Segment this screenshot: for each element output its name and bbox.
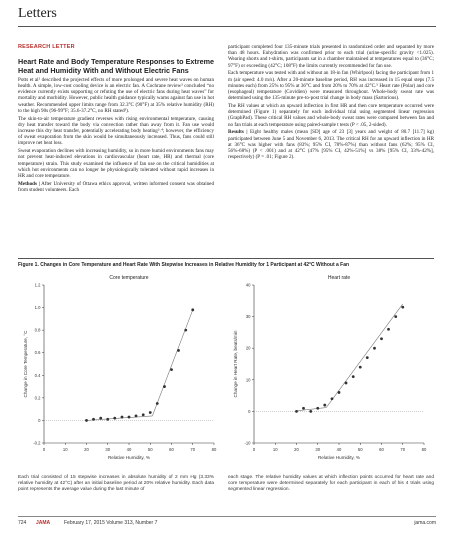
x-tick-label: 0 [252, 447, 256, 452]
data-point [331, 397, 334, 400]
y-tick-label: 10 [245, 377, 251, 383]
data-point [142, 413, 145, 416]
y-tick-label: 1.0 [34, 305, 41, 311]
x-tick-label: 50 [357, 447, 363, 452]
data-point [302, 407, 305, 410]
data-point [149, 411, 152, 414]
y-tick-label: 30 [245, 314, 251, 320]
right-column [228, 44, 434, 162]
y-axis-label: Change in Core Temperature, °C [23, 330, 28, 398]
data-point [373, 347, 376, 350]
x-tick-label: 20 [84, 447, 89, 452]
data-point [177, 349, 180, 352]
x-axis-label: Relative Humidity, % [107, 455, 151, 460]
figure-caption-left: Each trial consisted of 15 stepwise increases in absolute humidity of 2 mm Hg (3.33% relative humidity at 42°C) after an initial baseline period at 20% relative humidity. Each data point represents the average value during the last minute of [18, 475, 214, 492]
data-point [163, 385, 166, 388]
y-tick-label: 0 [248, 408, 251, 414]
fit-line [87, 416, 153, 421]
chart-title: Core temperature [109, 275, 149, 281]
data-point [156, 402, 159, 405]
footer-rule [18, 516, 436, 517]
x-tick-label: 10 [272, 447, 278, 452]
data-point [345, 382, 348, 385]
data-point [309, 410, 312, 413]
figure-1 [18, 258, 434, 499]
data-point [170, 368, 173, 371]
data-point [394, 315, 397, 318]
data-point [135, 415, 138, 418]
x-tick-label: 30 [315, 447, 321, 452]
data-point [121, 416, 124, 419]
methods-label: Methods | [18, 180, 40, 187]
x-tick-label: 10 [62, 447, 68, 452]
data-point [380, 337, 383, 340]
x-tick-label: 30 [105, 447, 111, 452]
figure-caption-right: each stage. The relative humidity values at which inflection points occurred for heart rate and core temperature were determined separately for each participant in each of his 4 trials using segmented linear regression. [228, 475, 434, 492]
data-point [99, 417, 102, 420]
journal-site: jama.com [414, 520, 436, 526]
chart-title: Heart rate [327, 275, 351, 281]
data-point [323, 404, 326, 407]
x-tick-label: 20 [294, 447, 299, 452]
results-label: Results | [228, 129, 248, 136]
y-axis-label: Change in Heart Rate, beats/min [233, 330, 238, 398]
data-point [184, 329, 187, 332]
paragraph: Sweat evaporation declines with increasing humidity, so in more humid environments fans may not prevent heat-induced elevations in cardiovascular (heart rate, HR) and thermal (core temperature) strain. This study examined the influence of fan use on the critical humidities at which hot environments can no longer be physiologically tolerated without rapid increases in HR and core temperature. [18, 148, 214, 179]
data-point [387, 328, 390, 331]
x-tick-label: 70 [400, 447, 406, 452]
y-tick-label: 0.4 [34, 372, 41, 378]
y-tick-label: 0.2 [34, 395, 41, 401]
y-tick-label: 40 [245, 282, 251, 288]
left-column [18, 44, 214, 195]
x-tick-label: 60 [169, 447, 174, 452]
data-point [352, 375, 355, 378]
x-axis-label: Relative Humidity, % [317, 455, 361, 460]
figure-charts [18, 271, 434, 476]
x-tick-label: 50 [147, 447, 153, 452]
page-number: 724 [18, 520, 27, 526]
y-tick-label: 0.8 [34, 327, 41, 333]
y-tick-label: 0.6 [34, 350, 41, 356]
methods-text: After University of Ottawa ethics approval, written informed consent was obtained from student volunteers. Each [18, 180, 214, 193]
paragraph: participant completed four 135-minute trials presented in randomized order and separated by more than 48 hours. Euhydration was confirmed prior to each trial (urine-specific gravity <1.025). Wearing shorts and t-shirts, participants sat in a chamber maintained at temperatures equal to (36°C; 97°F) or exceeding (42°C; 108°F) the limits currently recommended for fan use. [228, 44, 434, 69]
x-tick-label: 80 [211, 447, 217, 452]
x-tick-label: 80 [421, 447, 427, 452]
fit-line [152, 310, 192, 416]
x-tick-label: 40 [126, 447, 132, 452]
journal-name: JAMA [36, 520, 51, 526]
data-point [359, 366, 362, 369]
data-point [85, 419, 88, 422]
article-label: RESEARCH LETTER [18, 44, 75, 50]
paragraph: Potts et al¹ described the projected effects of more prolonged and severe heat waves on human health. A simple, low-cost cooling device is an electric fan. A Cochrane review² concluded “no evidence currently exists supporting or refuting the use of electric fans during heat waves” for mortality and morbidity. However, public health guidance typically warns against fan use in hot weather. Recommended upper limits range from 32.3°C (90°F) at 35% relative humidity (RH) to the high 90s (96-99°F; 35.6-37.2°C, no RH stated³). [18, 76, 214, 114]
data-point [401, 306, 404, 309]
paragraph: Each temperature was tested with and without an 18-in fan (Whirlpool) facing the participant from 1 m (air speed: 4.0 m/s). After a 20-minute baseline period, RH was increased in 15 equal steps (7.5 minutes each) from 25% to 95% at 36°C and from 20% to 70% at 42°C.⁵ Heart rate (Polar) and core (esophageal) temperature (Covidien) were measured throughout. Whole-body sweat rate was determined using the 135-minute pre-to-post trial change in body mass (Sartorious). [228, 70, 434, 102]
paragraph: The RH values at which an upward inflection in first HR and then core temperature occurred were determined (Figure 1) separately for each individual trial using segmented linear regression (GraphPad). These critical RH values and whole-body sweat rates were compared between fan and no fan trials at each temperature using paired-sample t tests (P < .05, 2-sided). [228, 103, 434, 128]
x-tick-label: 0 [42, 447, 46, 452]
data-point [316, 407, 319, 410]
data-point [113, 417, 116, 420]
data-point [92, 418, 95, 421]
data-point [191, 308, 194, 311]
x-tick-label: 40 [336, 447, 342, 452]
data-point [366, 356, 369, 359]
y-tick-label: 1.2 [34, 282, 41, 288]
header-rule [18, 26, 436, 27]
results-text: Eight healthy males (mean [SD] age of 23 [3] years and weight of 80.7 [11.7] kg) participated between June 5 and November 6, 2013. The critical RH for an upward inflection in HR at 36°C was higher with fans (83%; 95% CI, 78%-87%) than without fans (62%; 95% CI, 56%-68%) (P < .001) and at 42°C (47% [95% CI, 42%-51%] vs 38% [95% CI, 33%-42%], respectively) (P = .01; Figure 2). [228, 129, 434, 161]
y-tick-label: -0.2 [33, 440, 41, 446]
data-point [128, 416, 131, 419]
y-tick-label: 0 [38, 417, 41, 423]
methods-paragraph [18, 181, 214, 193]
results-paragraph [228, 129, 434, 160]
y-tick-label: 20 [245, 345, 251, 351]
data-point [106, 418, 109, 421]
section-header: Letters [18, 6, 57, 21]
data-point [295, 410, 298, 413]
x-tick-label: 60 [379, 447, 384, 452]
x-tick-label: 70 [190, 447, 196, 452]
data-point [338, 391, 341, 394]
figure-title: Figure 1. Changes in Core Temperature and Heart Rate With Stepwise Increases in Relative Humidity for 1 Participant at 42°C Without a Fan [18, 262, 350, 268]
article-title: Heart Rate and Body Temperature Responses to Extreme Heat and Humidity With and Without Electric Fans [18, 57, 214, 75]
y-tick-label: -10 [244, 440, 251, 446]
paragraph: The skin-to-air temperature gradient reverses with rising environmental temperature, causing dry heat transfer toward the body via convection rather than away from it. Fan use would increase this dry heat transfer, potentially accelerating body heating³˒⁴; however, the efficiency of sweat evaporation from the skin would be simultaneously increased. Thus, fans could still improve net heat loss. [18, 115, 214, 147]
issue-info: February 17, 2015 Volume 313, Number 7 [64, 520, 158, 526]
